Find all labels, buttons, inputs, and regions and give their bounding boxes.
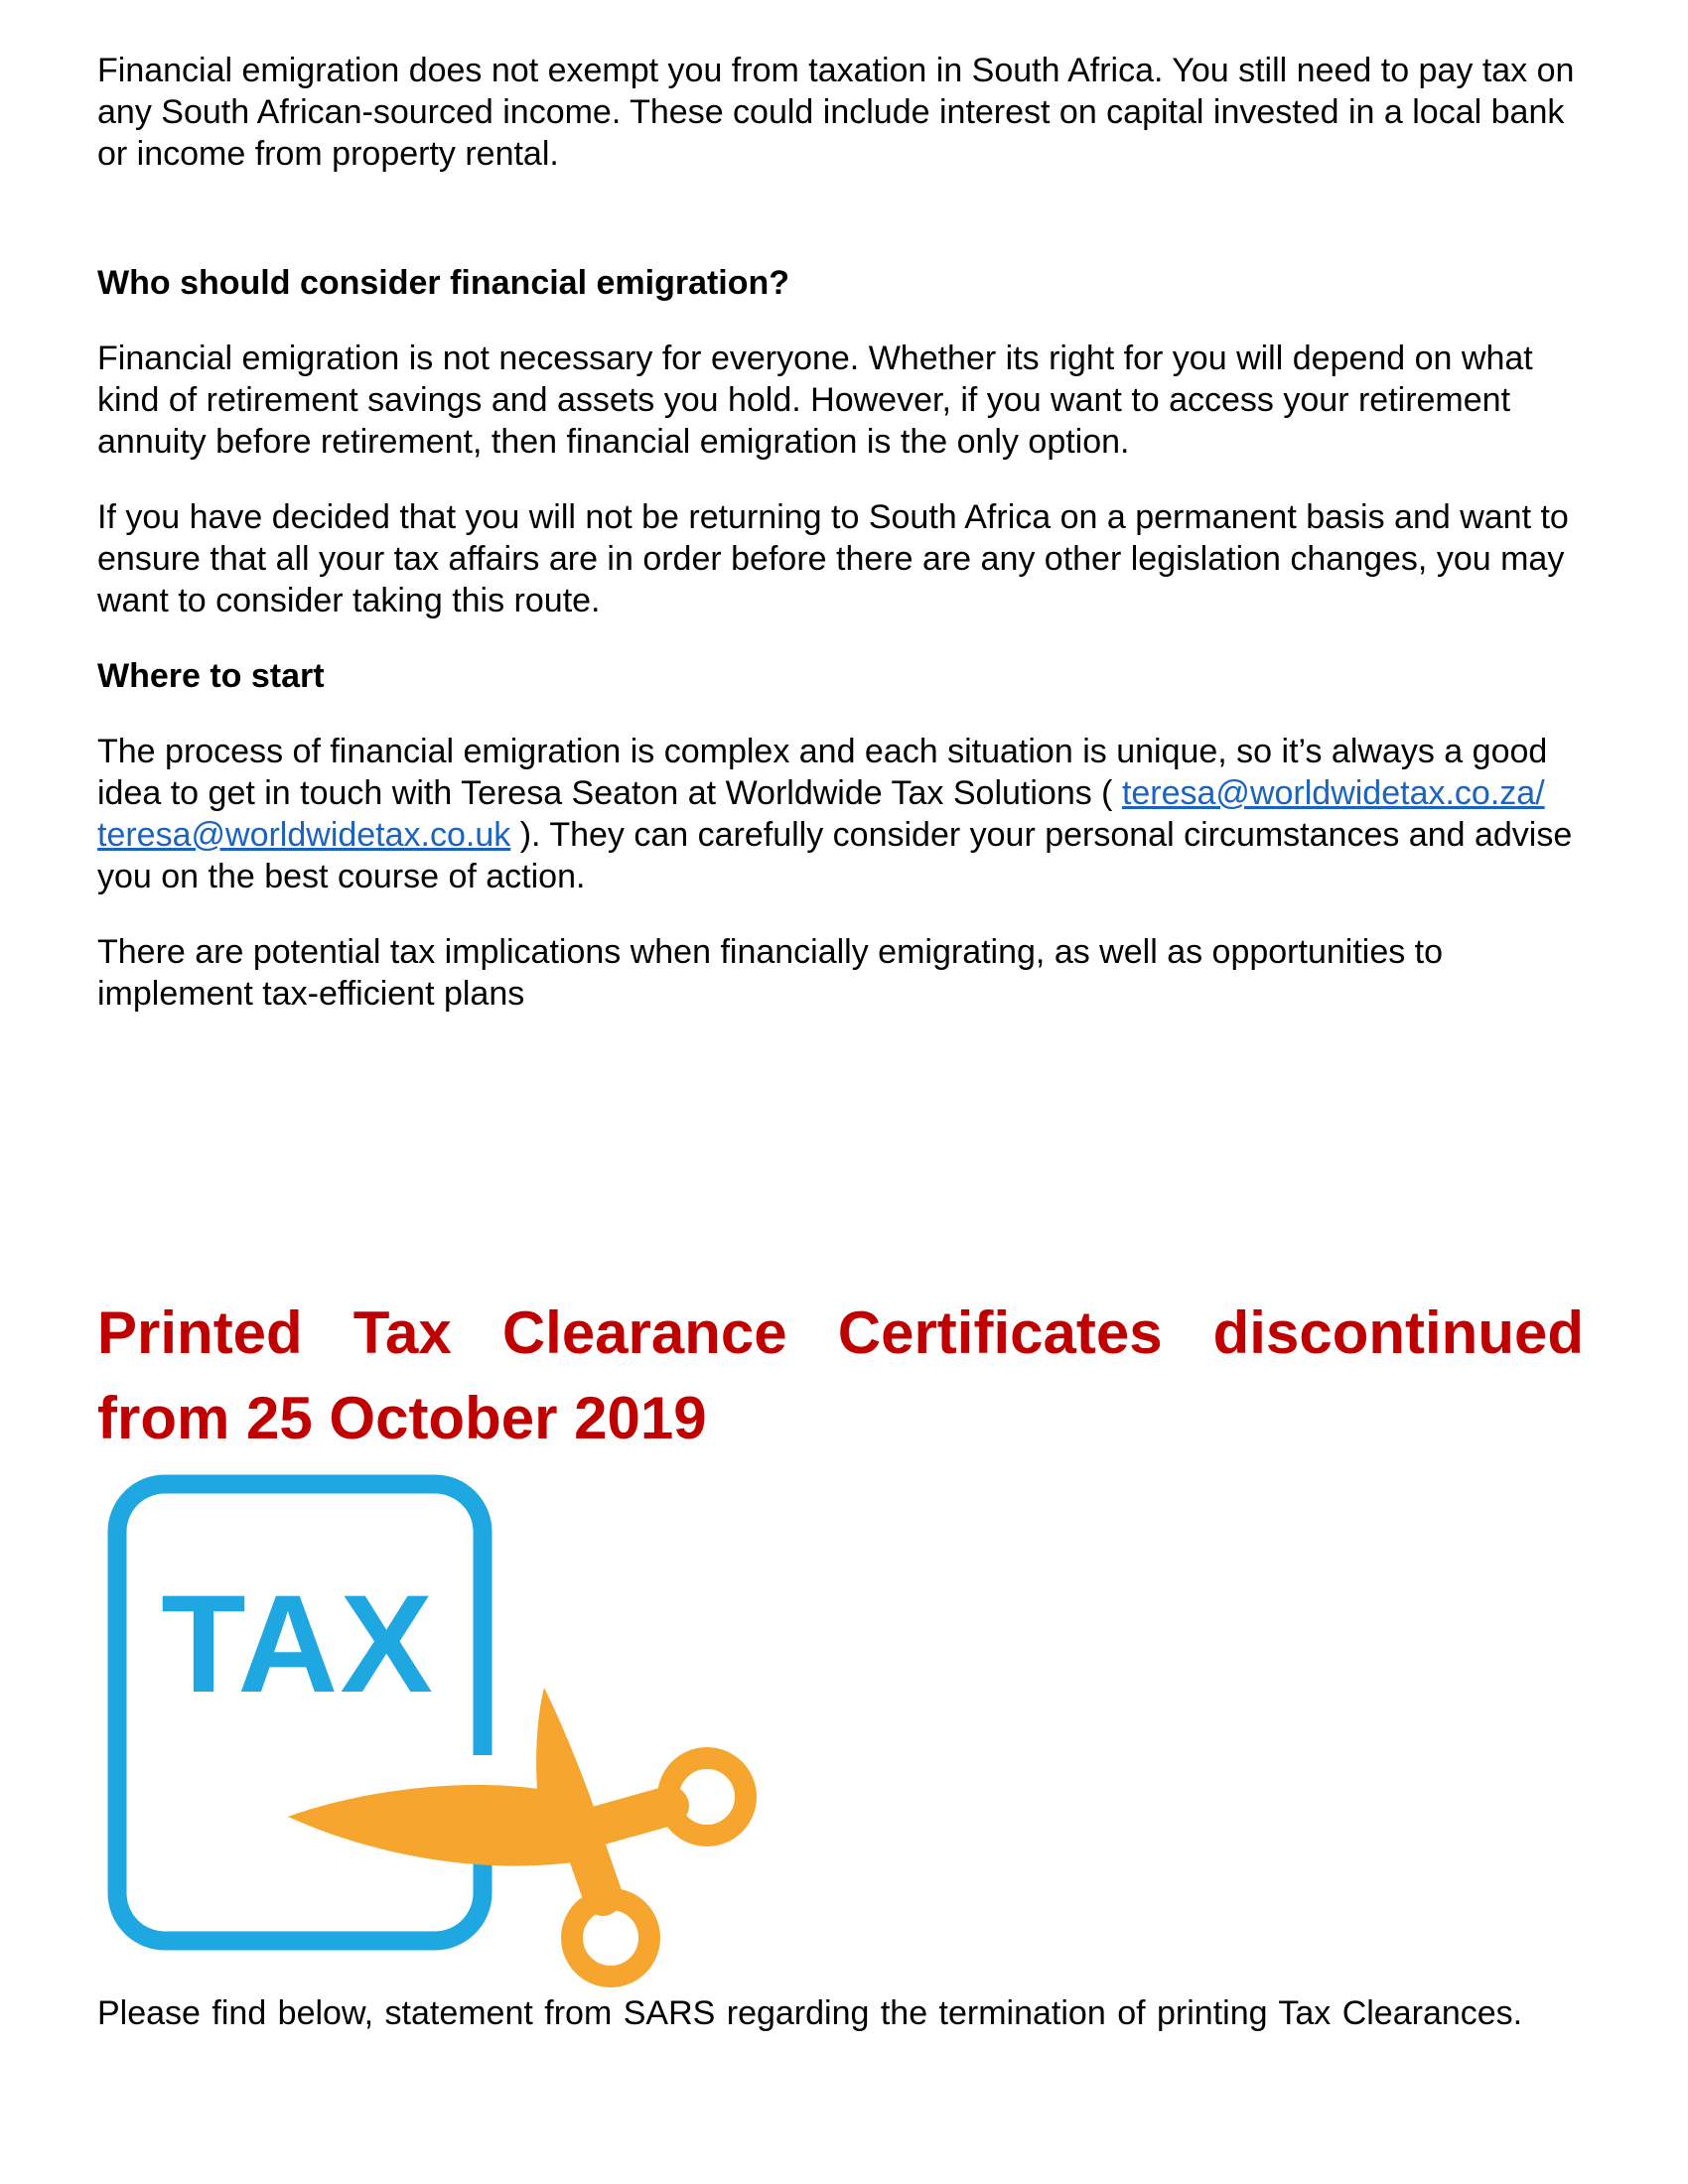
para-tax-implications: There are potential tax implications when financially emigrating, as well as opportunities to implement tax-efficient plans	[97, 933, 1444, 1013]
para-process-text-before: The process of financial emigration is complex and each situation is unique, so it’s always a good idea to get in touch with Teresa Seaton at Worldwide Tax Solutions (	[97, 733, 1548, 812]
email-link-za[interactable]: teresa@worldwidetax.co.za/	[1121, 774, 1545, 812]
heading-where-to-start: Where to start	[97, 657, 325, 695]
para-process-of-emigration	[97, 731, 1584, 897]
para-closing-sars-statement: Please find below, statement from SARS regarding the termination of printing Tax Clearances.	[97, 1994, 1523, 2032]
tax-scissors-illustration	[89, 1461, 784, 1992]
para-taxation: Financial emigration does not exempt you from taxation in South Africa. You still need to pay tax on any South African-sourced income. These could include interest on capital invested in a local bank or income from property rental.	[97, 52, 1575, 173]
red-heading-printed-tax-clearance: Printed Tax Clearance Certificates discontinued from 25 October 2019	[97, 1299, 1584, 1451]
para-decided-not-returning: If you have decided that you will not be returning to South Africa on a permanent basis and want to ensure that all your tax affairs are in order before there are any other legislation changes, you may want to consider taking this route.	[97, 498, 1569, 619]
heading-who-should-consider: Who should consider financial emigration?	[97, 264, 790, 302]
tax-icon-label: TAX	[161, 1566, 435, 1721]
email-link-uk[interactable]: teresa@worldwidetax.co.uk	[97, 816, 511, 854]
scissors-pivot	[575, 1813, 611, 1848]
para-not-necessary: Financial emigration is not necessary for everyone. Whether its right for you will depend on what kind of retirement savings and assets you hold. However, if you want to access your retirement annuity before retirement, then financial emigration is the only option.	[97, 340, 1533, 461]
para-process-text-after: ). They can carefully consider your personal circumstances and advise you on the best course of action.	[97, 816, 1573, 895]
